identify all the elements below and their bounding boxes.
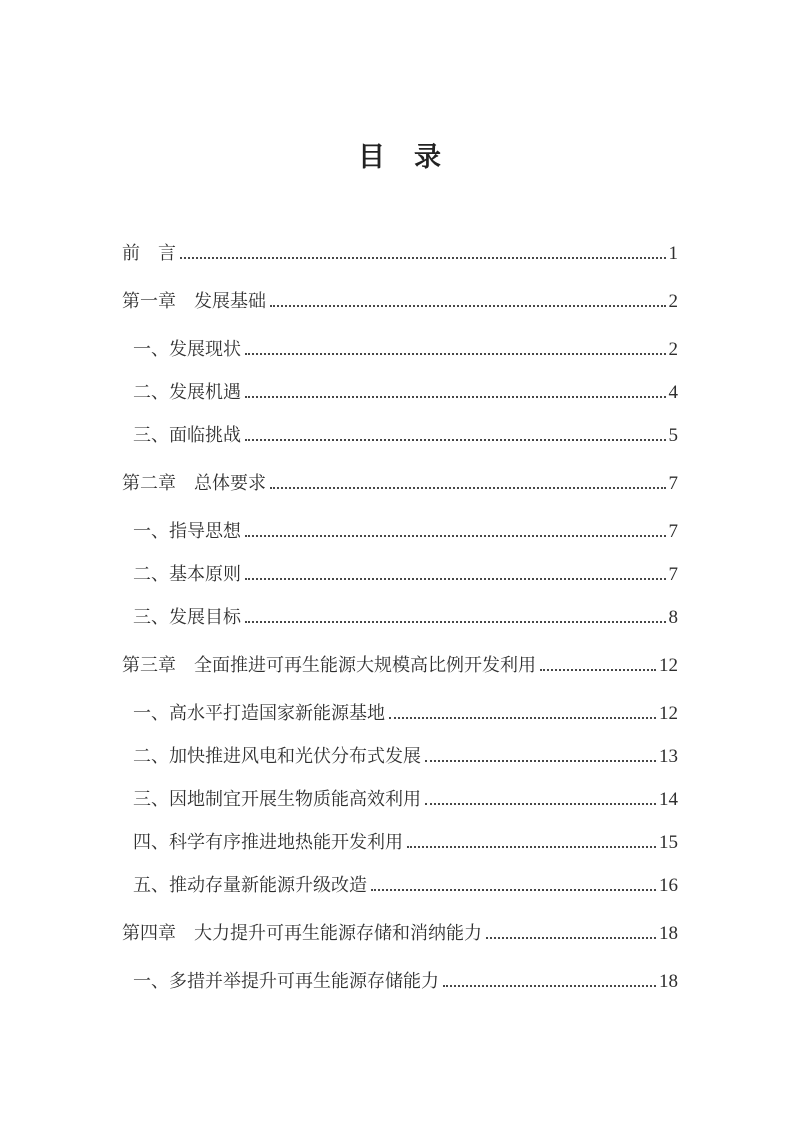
dot-leader xyxy=(443,985,656,987)
toc-entry xyxy=(122,563,678,585)
toc-entry-label: 三、因地制宜开展生物质能高效利用 xyxy=(133,789,421,809)
toc-entry xyxy=(122,520,678,542)
toc-entry-page: 12 xyxy=(659,655,678,676)
dot-leader xyxy=(245,396,666,398)
toc-entry-label: 一、指导思想 xyxy=(133,521,241,541)
toc-entry-label: 二、基本原则 xyxy=(133,564,241,584)
toc-title: 目 录 xyxy=(358,142,442,172)
toc-entry-page: 15 xyxy=(659,832,678,853)
toc-entry xyxy=(122,424,678,446)
dot-leader xyxy=(425,760,656,762)
toc-entry-page: 18 xyxy=(659,971,678,992)
toc-entry-label: 第四章 大力提升可再生能源存储和消纳能力 xyxy=(122,923,482,943)
toc-entry-label: 四、科学有序推进地热能开发利用 xyxy=(133,832,403,852)
toc-entry-page: 7 xyxy=(668,473,678,494)
dot-leader xyxy=(540,669,656,671)
toc-entry xyxy=(122,702,678,724)
toc-entry-label: 三、发展目标 xyxy=(133,607,241,627)
dot-leader xyxy=(245,353,666,355)
toc-entry xyxy=(122,381,678,403)
toc-entry-page: 7 xyxy=(668,521,678,542)
toc-entry xyxy=(122,922,678,944)
toc-entry xyxy=(122,970,678,992)
toc-entry-label: 第二章 总体要求 xyxy=(122,473,266,493)
toc-entry-page: 8 xyxy=(668,607,678,628)
toc-entry-page: 7 xyxy=(668,564,678,585)
toc-entry-label: 第一章 发展基础 xyxy=(122,291,266,311)
toc-entry-page: 4 xyxy=(668,382,678,403)
toc-entry-label: 第三章 全面推进可再生能源大规模高比例开发利用 xyxy=(122,655,536,675)
toc-entry xyxy=(122,654,678,676)
toc-entry xyxy=(122,874,678,896)
dot-leader xyxy=(407,846,656,848)
toc-entry-page: 14 xyxy=(659,789,678,810)
toc-entry xyxy=(122,788,678,810)
dot-leader xyxy=(245,535,666,537)
toc-entry-page: 13 xyxy=(659,746,678,767)
toc-entry-page: 16 xyxy=(659,875,678,896)
dot-leader xyxy=(425,803,656,805)
toc-entry-label: 一、发展现状 xyxy=(133,339,241,359)
toc-entry xyxy=(122,472,678,494)
dot-leader xyxy=(270,305,666,307)
toc-entry xyxy=(122,831,678,853)
toc-entry-page: 2 xyxy=(668,339,678,360)
toc-entry-page: 12 xyxy=(659,703,678,724)
toc-entry-label: 一、高水平打造国家新能源基地 xyxy=(133,703,385,723)
toc-entry-page: 1 xyxy=(668,243,678,264)
toc-entry-page: 5 xyxy=(668,425,678,446)
toc-entry-page: 2 xyxy=(668,291,678,312)
toc-entry xyxy=(122,745,678,767)
toc-entry xyxy=(122,290,678,312)
dot-leader xyxy=(245,439,666,441)
dot-leader xyxy=(180,257,666,259)
toc-entry-label: 一、多措并举提升可再生能源存储能力 xyxy=(133,971,439,991)
dot-leader xyxy=(389,717,656,719)
dot-leader xyxy=(245,621,666,623)
toc-entry-label: 前 言 xyxy=(122,243,176,263)
toc-entry xyxy=(122,606,678,628)
toc-entry-label: 二、加快推进风电和光伏分布式发展 xyxy=(133,746,421,766)
dot-leader xyxy=(371,889,656,891)
toc-list xyxy=(122,242,678,992)
toc-entry-label: 三、面临挑战 xyxy=(133,425,241,445)
dot-leader xyxy=(270,487,666,489)
toc-entry xyxy=(122,242,678,264)
toc-entry-label: 五、推动存量新能源升级改造 xyxy=(133,875,367,895)
toc-entry-label: 二、发展机遇 xyxy=(133,382,241,402)
toc-entry-page: 18 xyxy=(659,923,678,944)
dot-leader xyxy=(245,578,666,580)
dot-leader xyxy=(486,937,656,939)
toc-entry xyxy=(122,338,678,360)
